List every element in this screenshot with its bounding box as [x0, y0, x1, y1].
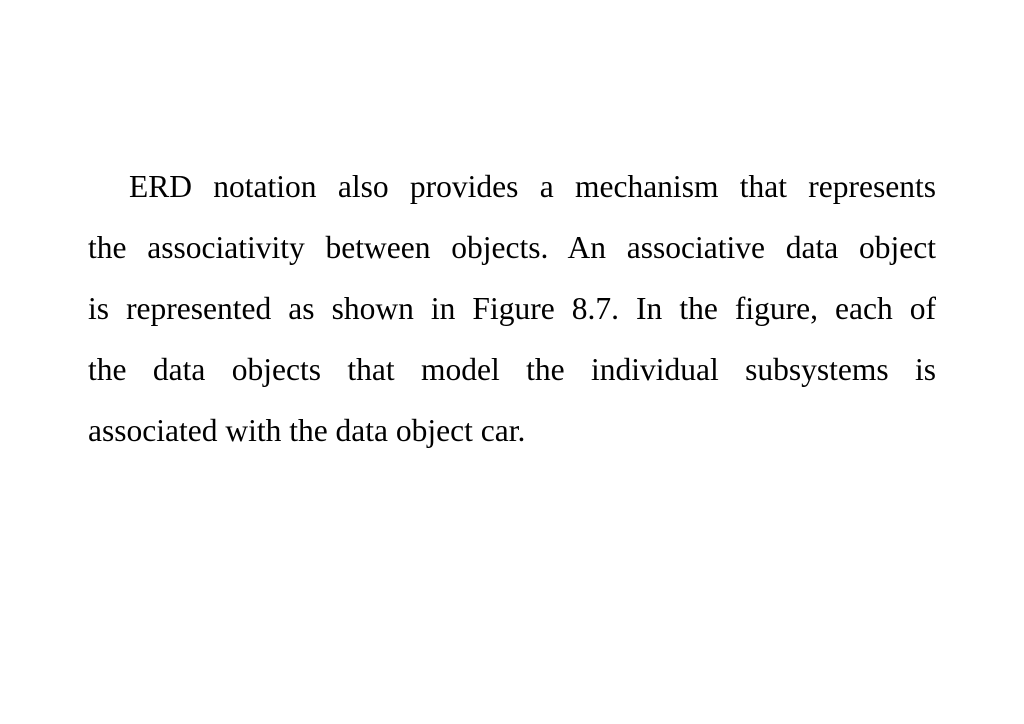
paragraph-line-2: the associativity between objects. An associative data object [88, 230, 936, 265]
paragraph-line-4: the data objects that model the individual subsystems is [88, 352, 936, 387]
paragraph-line-3: is represented as shown in Figure 8.7. In the figure, each of [88, 291, 936, 326]
paragraph-line-1: ERD notation also provides a mechanism that represents [129, 169, 936, 204]
body-paragraph [88, 156, 936, 461]
paragraph-line-5: associated with the data object car. [88, 413, 526, 448]
